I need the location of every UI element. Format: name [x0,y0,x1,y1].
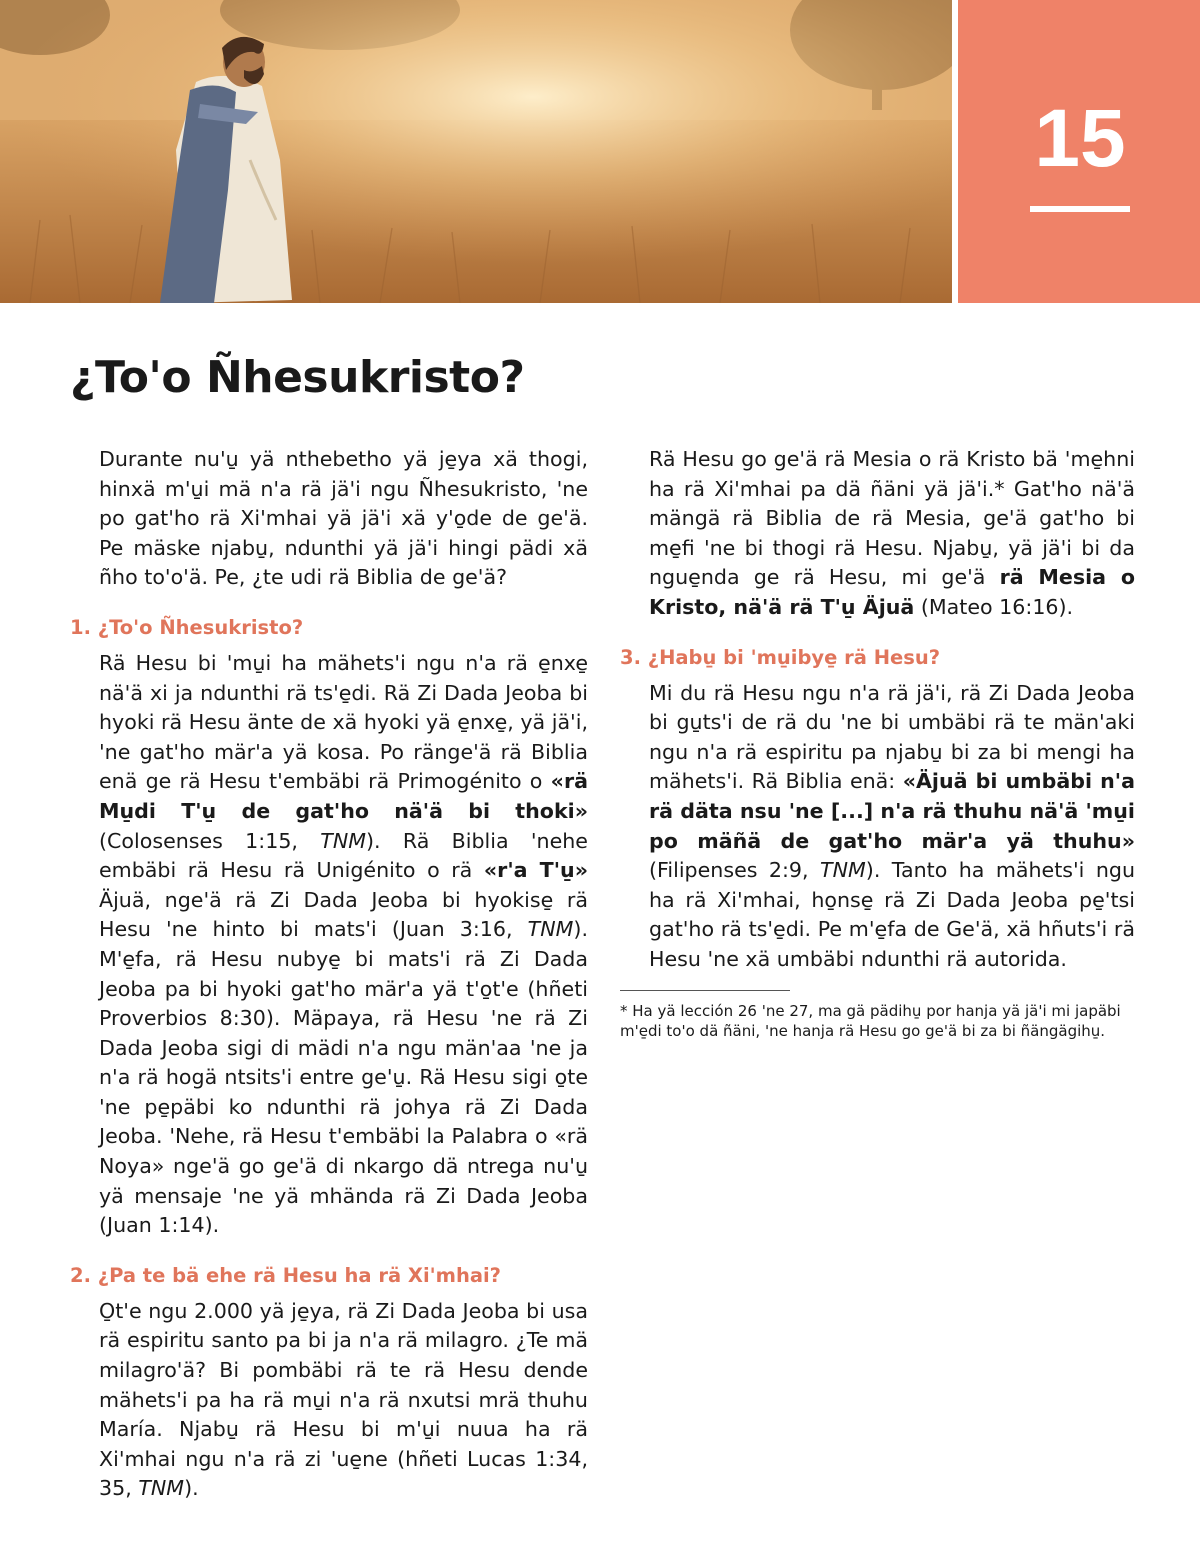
lesson-number: 15 [1034,93,1126,184]
right-column [620,445,1135,1041]
section-2-heading: 2. ¿Pa te bä ehe rä Hesu ha rä Xi'mhai? [70,1263,501,1287]
section-2-paragraph-1: O̱t'e ngu 2.000 yä je̱ya, rä Zi Dada Jeoba bi usa rä espiritu santo pa bi ja n'a rä milagro. ¿Te mä milagro'ä? Bi pombäbi rä te rä Hesu dende mähets'i pa ha rä mu̱i n'a rä nxutsi mrä thuhu María. Njabu̱ rä Hesu bi m'u̱i nuua ha rä Xi'mhai ngu n'a rä zi 'ue̱ne (hñeti Lucas 1:34, 35, TNM). [99,1298,588,1501]
lesson-number-underline [1030,206,1130,212]
section-1-heading: 1. ¿To'o Ñhesukristo? [70,615,304,639]
section-2-paragraph-2: Rä Hesu go ge'ä rä Mesia o rä Kristo bä 'me̱hni ha rä Xi'mhai pa dä ñäni yä jä'i.* Gat'ho nä'ä mängä rä Biblia de rä Mesia, ge'ä gat'ho bi me̱fi 'ne bi thogi rä Hesu. Njabu̱, yä jä'i bi da ngue̱nda ge rä Hesu, mi ge'ä rä Mesia o Kristo, nä'ä rä T'u̱ Äjuä (Mateo 16:16). [649,447,1135,619]
page-title: ¿To'o Ñhesukristo? [70,352,525,403]
footnote: * Ha yä lección 26 'ne 27, ma gä pädihu̱ por hanja yä jä'i mi japäbi m'e̱di to'o dä ñäni, 'ne hanja rä Hesu go ge'ä bi za bi ñängägihu̱. [620,1001,1121,1040]
footnote-divider [620,990,790,991]
hero-image [0,0,952,303]
section-3-heading: 3. ¿Habu̱ bi 'mu̱ibye̱ rä Hesu? [620,645,941,669]
left-column [70,445,588,1504]
intro-paragraph: Durante nu'u̱ yä nthebetho yä je̱ya xä thogi, hinxä m'u̱i mä n'a rä jä'i ngu Ñhesukristo, 'ne po gat'ho rä Xi'mhai yä jä'i xä y'o̱de de ge'ä. Pe mäske njabu̱, ndunthi yä jä'i hingi pädi xä ñho to'o'ä. Pe, ¿te udi rä Biblia de ge'ä? [99,447,588,590]
lesson-badge [958,0,1200,303]
field-illustration [0,0,952,303]
section-3-paragraph: Mi du rä Hesu ngu n'a rä jä'i, rä Zi Dada Jeoba bi gu̱ts'i de rä du 'ne bi umbäbi rä te män'aki ngu n'a rä espiritu pa njabu̱ bi za bi mengi ha mähets'i. Rä Biblia enä: «Äjuä bi umbäbi n'a rä däta nsu 'ne [...] n'a rä thuhu nä'ä 'mu̱i po mäñä de gat'ho mär'a yä thuhu» (Filipenses 2:9, TNM). Tanto ha mähets'i ngu ha rä Xi'mhai, ho̱nse̱ rä Zi Dada Jeoba pe̱'tsi gat'ho rä ts'e̱di. Pe m'e̱fa de Ge'ä, xä hñuts'i rä Hesu 'ne xä umbäbi ndunthi rä autorida. [649,680,1135,971]
section-1-paragraph: Rä Hesu bi 'mu̱i ha mähets'i ngu n'a rä e̱nxe̱ nä'ä xi ja ndunthi rä ts'e̱di. Rä Zi Dada Jeoba bi hyoki rä Hesu änte de xä hyoki yä e̱nxe̱, yä jä'i, 'ne gat'ho mär'a yä kosa. Po ränge'ä rä Biblia enä ge rä Hesu t'embäbi rä Primogénito o «rä Mu̱di T'u̱ de gat'ho nä'ä bi thoki» (Colosenses 1:15, TNM). Rä Biblia 'nehe embäbi rä Hesu rä Unigénito o rä «r'a T'u̱» Äjuä, nge'ä rä Zi Dada Jeoba bi hyokise̱ rä Hesu 'ne hinto bi mats'i (Juan 3:16, TNM). M'e̱fa, rä Hesu nubye̱ bi mats'i rä Zi Dada Jeoba pa bi hyoki gat'ho mär'a yä t'o̱t'e (hñeti Proverbios 8:30). Mäpaya, rä Hesu 'ne rä Zi Dada Jeoba sigi di mädi n'a ngu män'aa 'ne ja n'a rä hogä ntsits'i entre ge'u̱. Rä Hesu sigi o̱te 'ne pe̱päbi ko ndunthi rä johya rä Zi Dada Jeoba. 'Nehe, rä Hesu t'embäbi la Palabra o «rä Noya» nge'ä go ge'ä di nkargo dä ntrega nu'u̱ yä mensaje 'ne yä mhända rä Zi Dada Jeoba (Juan 1:14). [99,650,589,1238]
